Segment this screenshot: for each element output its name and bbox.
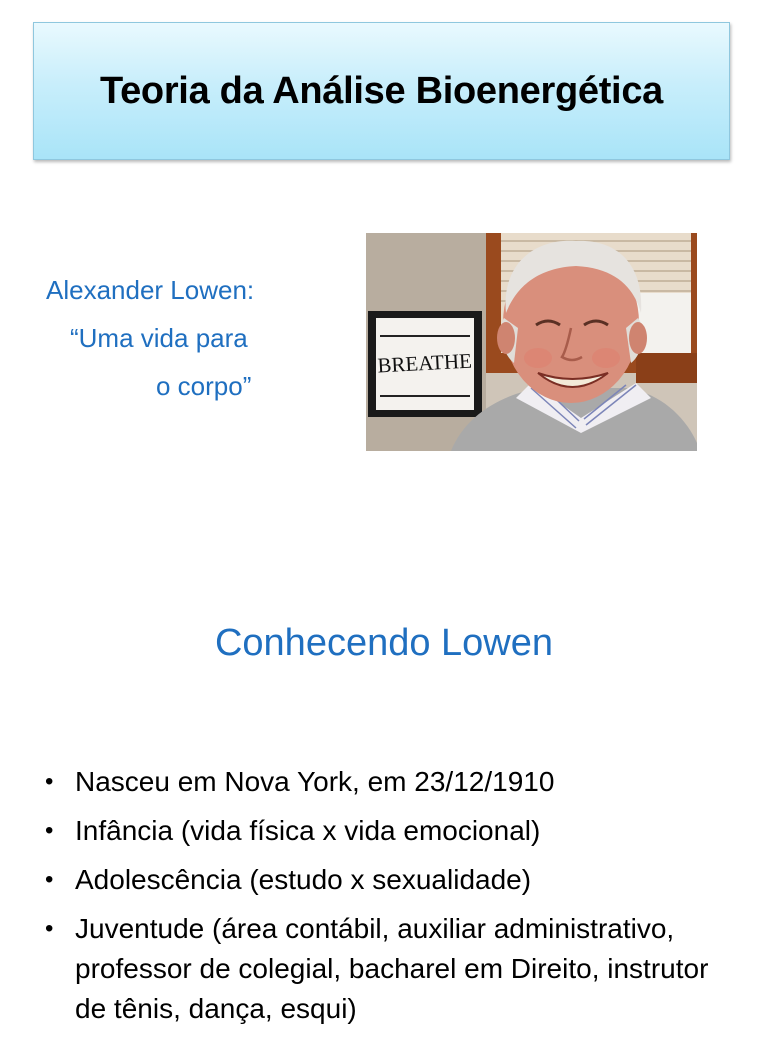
section-heading: Conhecendo Lowen (214, 622, 554, 664)
author-name: Alexander Lowen: (46, 275, 255, 305)
book-title-line2: o corpo” (156, 371, 252, 401)
list-item (0, 909, 768, 1029)
bullet-list (0, 762, 768, 1038)
author-caption (46, 266, 346, 410)
slide-title: Teoria da Análise Bioenergética (99, 69, 663, 112)
bullet-text: Nasceu em Nova York, em 23/12/1910 (75, 766, 555, 797)
bullet-dot: • (45, 915, 54, 942)
book-title-line1: “Uma vida para (70, 323, 248, 353)
list-item (0, 811, 768, 851)
bullet-dot: • (45, 866, 54, 893)
bullet-text: Adolescência (estudo x sexualidade) (75, 864, 532, 895)
portrait-photo (366, 233, 697, 451)
list-item (0, 762, 768, 802)
list-item (0, 860, 768, 900)
bullet-text: Infância (vida física x vida emocional) (75, 815, 541, 846)
bullet-dot: • (45, 768, 54, 795)
bullet-dot: • (45, 817, 54, 844)
breathe-sign-text: BREATHE (376, 348, 473, 378)
title-banner (33, 22, 730, 160)
bullet-text: Juventude (área contábil, auxiliar administrativo, professor de colegial, bacharel em Direito, instrutor de tênis, dança, esqui) (75, 913, 709, 1024)
